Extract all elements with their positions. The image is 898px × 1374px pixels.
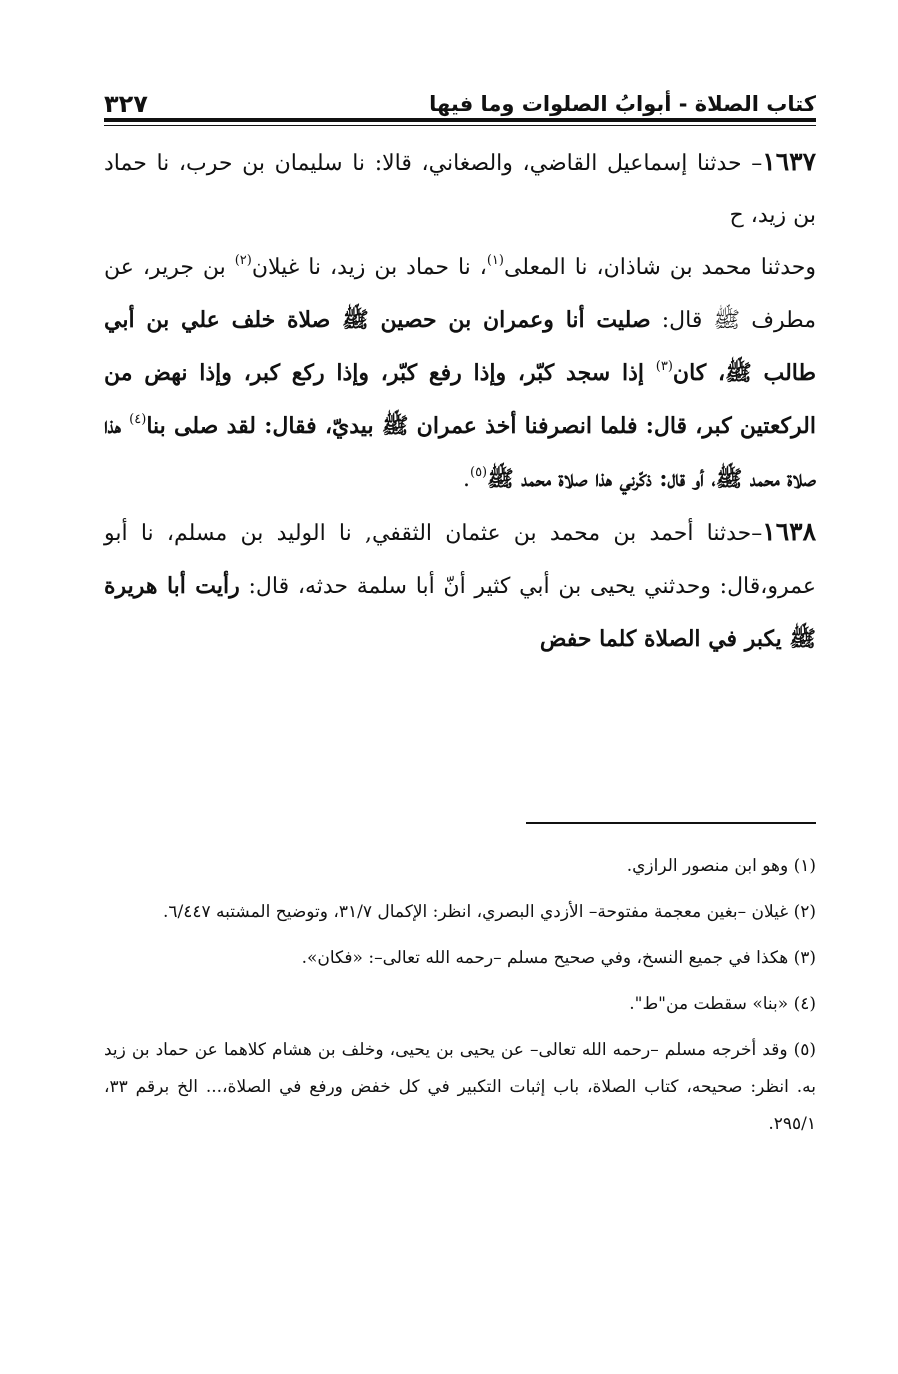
footnote-ref: (٥) (469, 465, 488, 480)
footnote-4: (٤) «بنا» سقطت من"ط". (629, 994, 816, 1014)
footnote-3: (٣) هكذا في جميع النسخ، وفي صحيح مسلم –رحمه الله تعالى–: «فكان». (301, 948, 816, 968)
footnote-ref: (٤) (129, 412, 147, 427)
end-mark: . (462, 467, 470, 492)
footnote-ref: (١) (486, 253, 504, 268)
isnad-text: بن جرير، عن مطرف ﷺ قال: (104, 255, 816, 333)
header-rule-thin (104, 125, 816, 126)
matn-text: رأيت أبا هريرة ﷺ يكبر في الصلاة كلما حفض (104, 573, 816, 652)
footnotes (104, 848, 816, 1152)
main-text (104, 136, 816, 666)
isnad-text: وحدثنا محمد بن شاذان، نا المعلى (503, 255, 816, 280)
header-rule-thick (104, 118, 816, 122)
footnote-5: (٥) وقد أخرجه مسلم –رحمه الله تعالى– عن يحيى بن يحيى، وخلف بن هشام كلاهما عن حماد بن زيد به. انظر: صحيحه، كتاب الصلاة، باب إثبات التكبير في كل خفض ورفع في الصلاة،... الخ برقم ٣٣، ٢٩٥/١. (104, 1040, 816, 1134)
footnote-ref: (٢) (234, 253, 252, 268)
hadith-number: ١٦٣٨ (762, 517, 816, 546)
footnote-2: (٢) غيلان –بغين معجمة مفتوحة– الأزدي البصري، انظر: الإكمال ٣١/٧، وتوضيح المشتبه ٦/٤٤٧. (162, 902, 816, 922)
hadith-1637-intro (104, 136, 816, 242)
isnad-text: ، نا حماد بن زيد، نا غيلان (251, 255, 487, 280)
header-title: كتاب الصلاة - أبوابُ الصلوات وما فيها (429, 92, 816, 116)
matn-text: صليت أنا وعمران بن حصين ﷺ صلاة خلف علي بن أبي طالب ﷺ، كان (104, 307, 816, 386)
footnote-ref: (٣) (655, 359, 673, 374)
hadith-1638 (104, 506, 816, 666)
isnad-text: – حدثنا إسماعيل القاضي، والصغاني، قالا: نا سليمان بن حرب، نا حماد بن زيد، ح (104, 151, 816, 228)
hadith-number: ١٦٣٧ (762, 147, 816, 176)
running-header (104, 78, 816, 118)
footnote-separator (526, 822, 816, 824)
hadith-1637-body (104, 242, 816, 506)
page-number: ٣٢٧ (104, 90, 148, 118)
matn-text: هذا صلاة محمد ﷺ، أو قال: ذكّرني هذا صلاة محمد ﷺ (104, 413, 816, 492)
matn-text: إذا سجد كبّر، وإذا رفع كبّر، وإذا ركع كبر، وإذا نهض من الركعتين كبر، قال: فلما انصرفنا أخذ عمران ﷺ بيديّ، فقال: لقد صلى بنا (104, 360, 816, 439)
footnote-1: (١) وهو ابن منصور الرازي. (626, 856, 816, 876)
isnad-text: –حدثنا أحمد بن محمد بن عثمان الثقفي, نا الوليد بن مسلم، نا أبو عمرو،قال: وحدثني يحيى بن أبي كثير أنّ أبا سلمة حدثه، قال: (104, 521, 816, 599)
